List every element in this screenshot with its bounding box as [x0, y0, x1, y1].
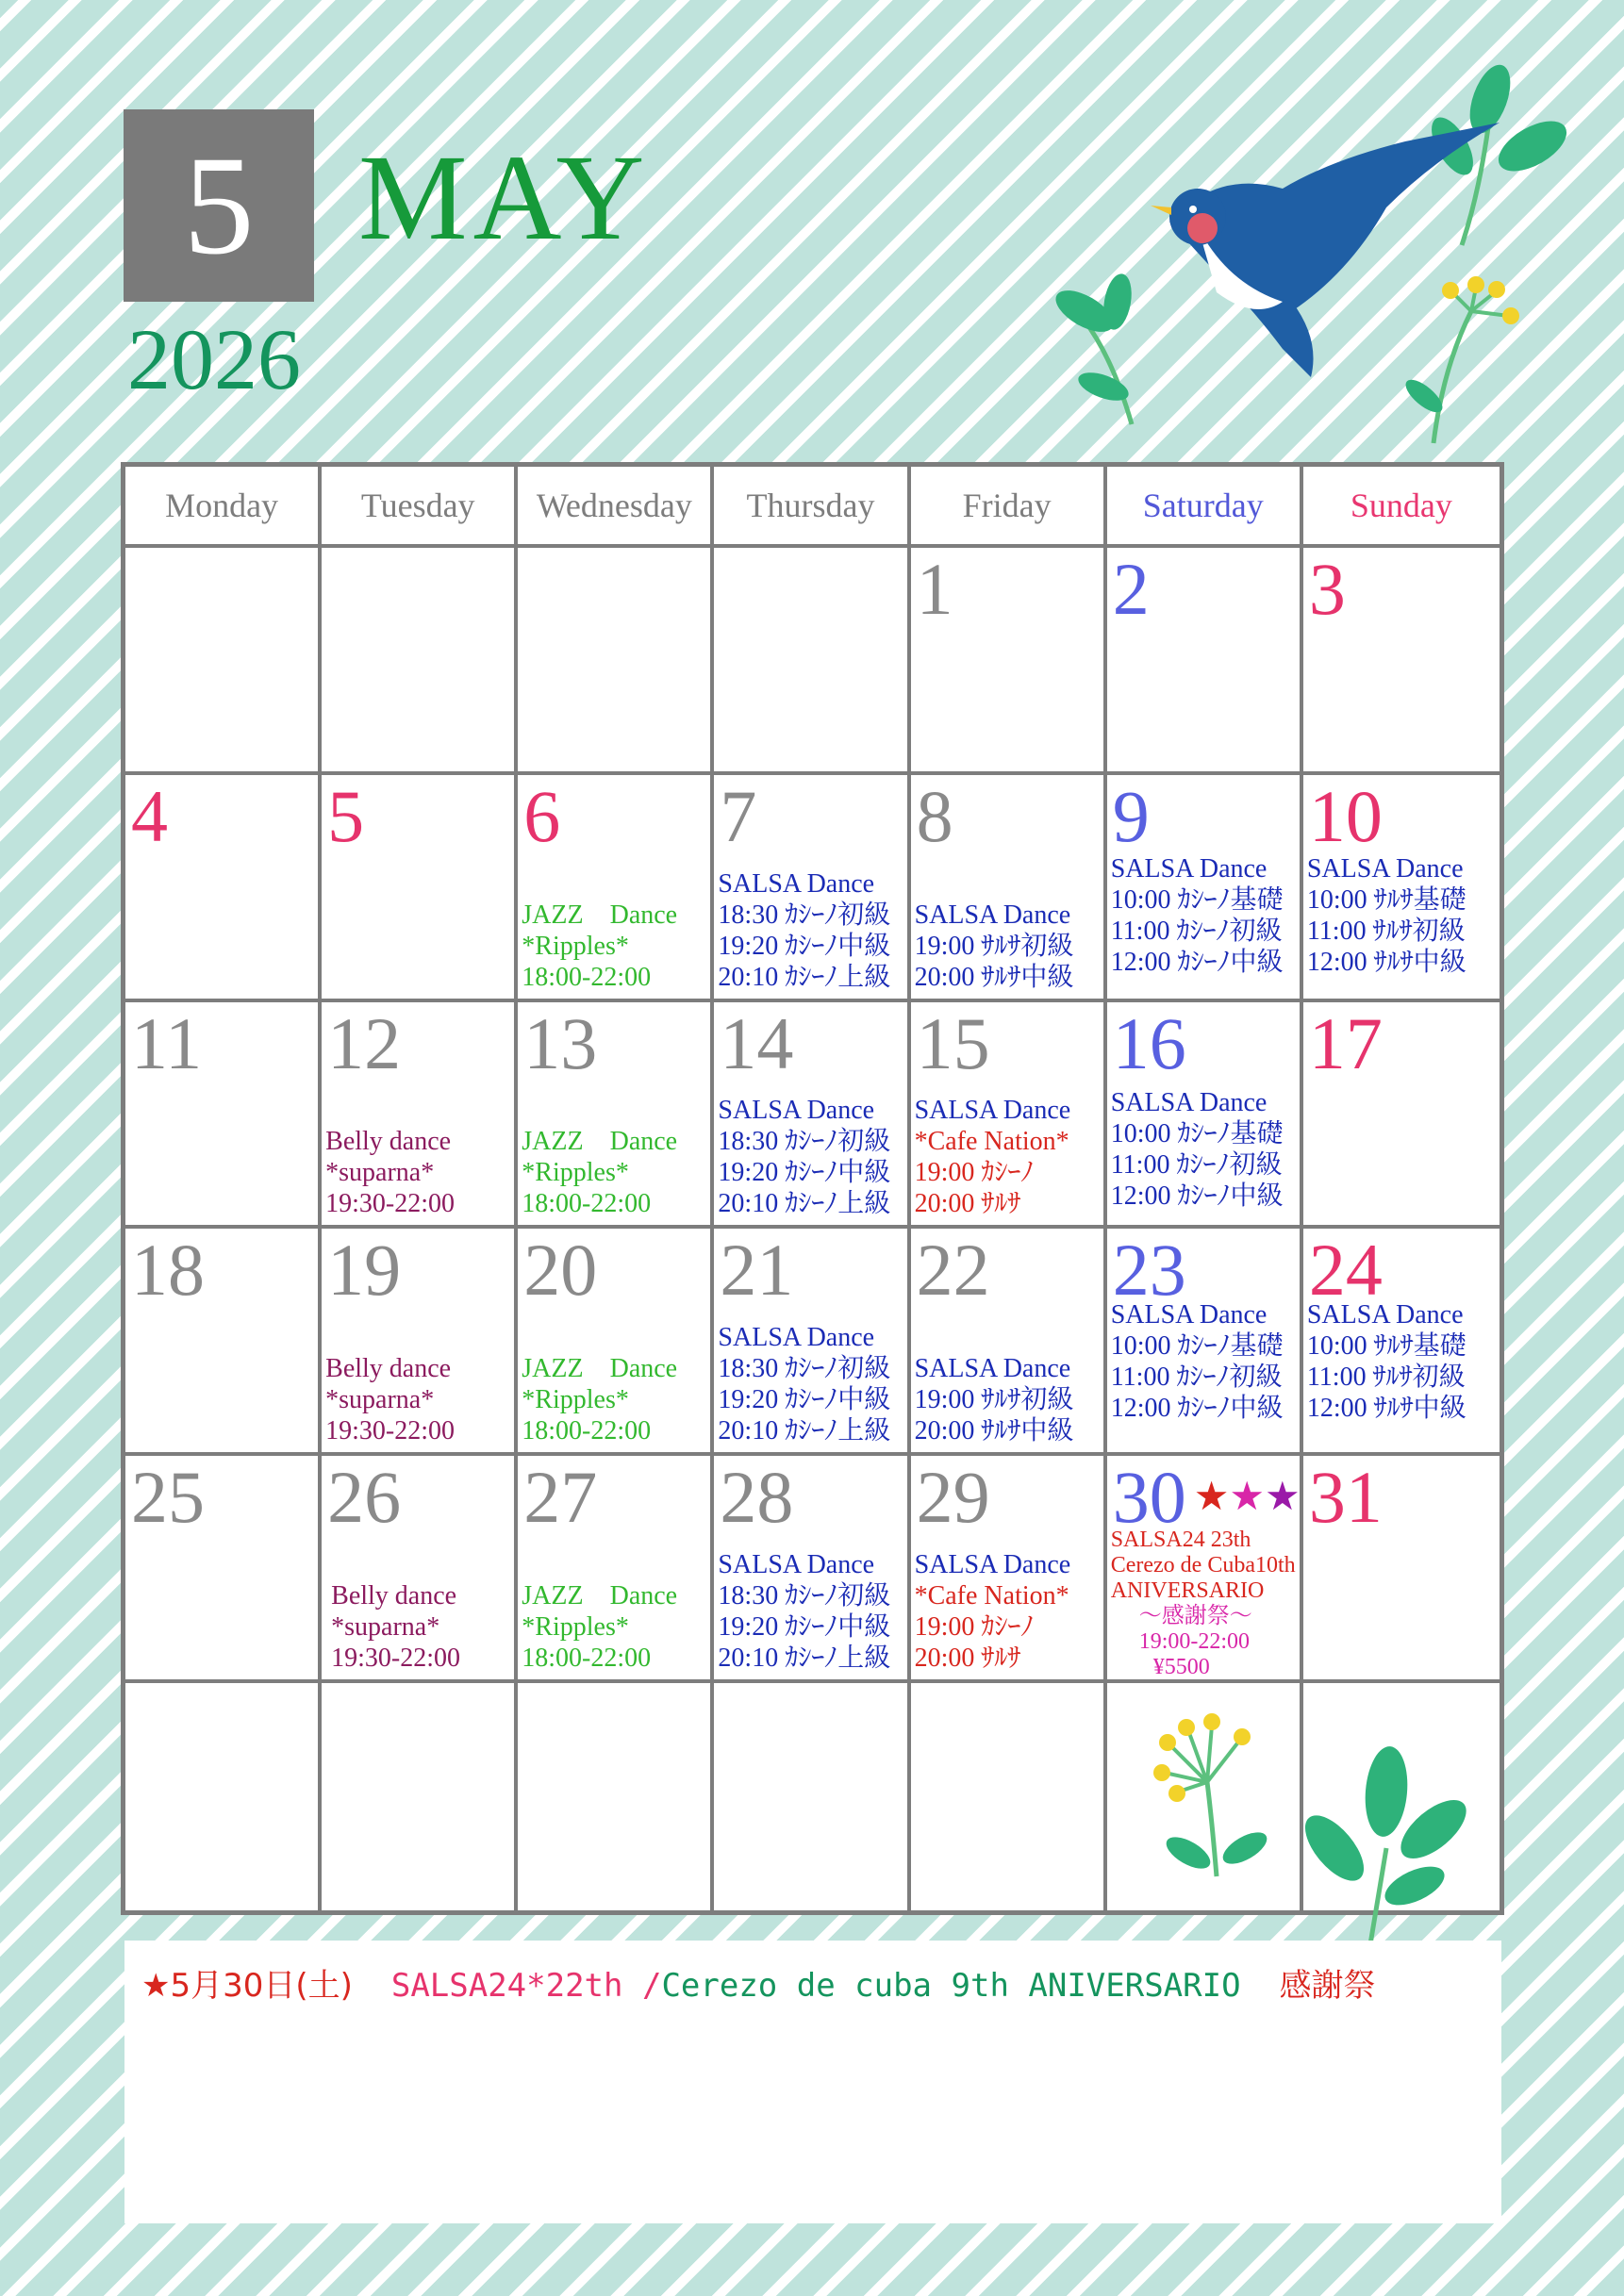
- day-number: 13: [523, 1001, 598, 1084]
- day-cell-empty: [125, 1683, 322, 1910]
- day-number: 7: [720, 774, 757, 857]
- day-number: 17: [1308, 1001, 1383, 1084]
- anniversary-stars: ★★★: [1193, 1476, 1301, 1520]
- event-salsa: SALSA Dance 10:00 ｶｼｰﾉ基礎 11:00 ｶｼｰﾉ初級 12:00 ｶｼｰﾉ中級: [1110, 853, 1284, 977]
- day-cell-17: [1303, 1002, 1500, 1230]
- day-number: 15: [916, 1001, 990, 1084]
- event-salsa: SALSA Dance 10:00 ｻﾙｻ基礎 11:00 ｻﾙｻ初級 12:00 ｻﾙｻ中級: [1306, 1300, 1467, 1424]
- event-belly-dance: Belly dance *suparna* 19:30-22:00: [331, 1581, 461, 1674]
- day-cell-10: [1303, 775, 1500, 1002]
- event-salsa: SALSA Dance 10:00 ｶｼｰﾉ基礎 11:00 ｶｼｰﾉ初級 12:00 ｶｼｰﾉ中級: [1110, 1300, 1284, 1424]
- event-jazz: JAZZ Dance *Ripples* 18:00-22:00: [522, 900, 678, 992]
- weekday-wednesday: Wednesday: [518, 467, 714, 548]
- month-number-box: 5: [124, 109, 314, 302]
- day-cell-empty: [322, 548, 518, 775]
- day-cell-1: [911, 548, 1107, 775]
- day-cell-21: [714, 1229, 910, 1456]
- yellow-flower-sprig: [1153, 1713, 1272, 1876]
- event-salsa: SALSA Dance 18:30 ｶｼｰﾉ初級 19:20 ｶｼｰﾉ中級 20:10 ｶｼｰﾉ上級: [718, 1323, 891, 1446]
- notes-box: [124, 1941, 1501, 2223]
- event-salsa: SALSA Dance 18:30 ｶｼｰﾉ初級 19:20 ｶｼｰﾉ中級 20:10 ｶｼｰﾉ上級: [718, 1096, 891, 1219]
- yellow-flower-sprig: [1400, 276, 1519, 443]
- day-cell-11: [125, 1002, 322, 1230]
- weekday-tuesday: Tuesday: [322, 467, 518, 548]
- day-cell-3: [1303, 548, 1500, 775]
- day-number: 18: [131, 1229, 205, 1312]
- flower-illustration: [1113, 1688, 1471, 1971]
- day-number: 11: [131, 1001, 203, 1084]
- day-cell-empty: [518, 1683, 714, 1910]
- day-cell-8: [911, 775, 1107, 1002]
- day-cell-18: [125, 1229, 322, 1456]
- anniversary-note: ★5月30日(土) SALSA24*22th /Cerezo de cuba 9th ANIVERSARIO 感謝祭: [141, 1967, 1376, 2005]
- day-number: 9: [1112, 774, 1150, 857]
- day-cell-empty: [322, 1683, 518, 1910]
- leaf-sprig-bottom: [1295, 1744, 1471, 1961]
- day-number: 10: [1308, 774, 1383, 857]
- day-cell-empty: [714, 548, 910, 775]
- day-cell-20: [518, 1229, 714, 1456]
- day-cell-27: [518, 1456, 714, 1683]
- event-jazz: JAZZ Dance *Ripples* 18:00-22:00: [522, 1127, 678, 1219]
- day-cell-22: [911, 1229, 1107, 1456]
- event-salsa-cafe-nation: SALSA Dance *Cafe Nation* 19:00 ｶｼｰﾉ 20:00 ｻﾙｻ: [914, 1096, 1071, 1219]
- leaf-sprig-left: [1050, 272, 1135, 424]
- day-cell-empty: [714, 1683, 910, 1910]
- day-number: 25: [131, 1456, 205, 1539]
- day-number: 24: [1308, 1229, 1383, 1312]
- event-jazz: JAZZ Dance *Ripples* 18:00-22:00: [522, 1581, 678, 1674]
- day-cell-2: [1107, 548, 1303, 775]
- day-cell-24: [1303, 1229, 1500, 1456]
- event-anniversary: SALSA24 23th Cerezo de Cuba10th ANIVERSARIO ～感謝祭～ 19:00-22:00 ¥5500: [1110, 1528, 1296, 1680]
- weekday-sunday: Sunday: [1303, 467, 1500, 548]
- event-salsa: SALSA Dance 10:00 ｻﾙｻ基礎 11:00 ｻﾙｻ初級 12:00 ｻﾙｻ中級: [1306, 853, 1467, 977]
- day-cell-4: [125, 775, 322, 1002]
- day-number: 22: [916, 1229, 990, 1312]
- day-cell-empty: [911, 1683, 1107, 1910]
- day-cell-25: [125, 1456, 322, 1683]
- day-number: 27: [523, 1456, 598, 1539]
- day-cell-13: [518, 1002, 714, 1230]
- day-number: 31: [1308, 1456, 1383, 1539]
- day-number: 26: [327, 1456, 402, 1539]
- day-number: 4: [131, 774, 168, 857]
- day-cell-5: [322, 775, 518, 1002]
- event-salsa: SALSA Dance 19:00 ｻﾙｻ初級 20:00 ｻﾙｻ中級: [914, 1354, 1074, 1446]
- weekday-friday: Friday: [911, 467, 1107, 548]
- event-belly-dance: Belly dance *suparna* 19:30-22:00: [325, 1127, 456, 1219]
- day-cell-30: [1107, 1456, 1303, 1683]
- day-cell-6: [518, 775, 714, 1002]
- event-salsa-cafe-nation: SALSA Dance *Cafe Nation* 19:00 ｶｼｰﾉ 20:00 ｻﾙｻ: [914, 1550, 1071, 1674]
- day-cell-7: [714, 775, 910, 1002]
- day-cell-14: [714, 1002, 910, 1230]
- day-cell-19: [322, 1229, 518, 1456]
- day-number: 8: [916, 774, 953, 857]
- day-cell-28: [714, 1456, 910, 1683]
- event-belly-dance: Belly dance *suparna* 19:30-22:00: [325, 1354, 456, 1446]
- event-salsa: SALSA Dance 18:30 ｶｼｰﾉ初級 19:20 ｶｼｰﾉ中級 20:10 ｶｼｰﾉ上級: [718, 868, 891, 992]
- year: 2026: [127, 311, 301, 407]
- day-number: 19: [327, 1229, 402, 1312]
- day-cell-26: [322, 1456, 518, 1683]
- day-cell-16: [1107, 1002, 1303, 1230]
- event-salsa: SALSA Dance 19:00 ｻﾙｻ初級 20:00 ｻﾙｻ中級: [914, 900, 1074, 992]
- weekday-thursday: Thursday: [714, 467, 910, 548]
- day-number: 2: [1112, 548, 1150, 630]
- day-number: 21: [720, 1229, 794, 1312]
- day-cell-empty: [125, 548, 322, 775]
- day-cell-9: [1107, 775, 1303, 1002]
- day-cell-empty: [518, 548, 714, 775]
- day-number: 14: [720, 1001, 794, 1084]
- day-number: 3: [1308, 548, 1346, 630]
- day-cell-23: [1107, 1229, 1303, 1456]
- swallow-illustration: [1009, 57, 1575, 453]
- event-jazz: JAZZ Dance *Ripples* 18:00-22:00: [522, 1354, 678, 1446]
- day-number: 5: [327, 774, 365, 857]
- day-cell-12: [322, 1002, 518, 1230]
- day-number: 20: [523, 1229, 598, 1312]
- event-salsa: SALSA Dance 18:30 ｶｼｰﾉ初級 19:20 ｶｼｰﾉ中級 20:10 ｶｼｰﾉ上級: [718, 1550, 891, 1674]
- month-name: MAY: [358, 130, 651, 266]
- weekday-saturday: Saturday: [1107, 467, 1303, 548]
- day-number: 6: [523, 774, 561, 857]
- day-cell-31: [1303, 1456, 1500, 1683]
- day-number: 23: [1112, 1229, 1186, 1312]
- day-number: 12: [327, 1001, 402, 1084]
- day-number: 1: [916, 548, 953, 630]
- day-number: 30: [1112, 1456, 1186, 1539]
- day-number: 29: [916, 1456, 990, 1539]
- day-number: 28: [720, 1456, 794, 1539]
- event-salsa: SALSA Dance 10:00 ｶｼｰﾉ基礎 11:00 ｶｼｰﾉ初級 12:00 ｶｼｰﾉ中級: [1110, 1088, 1284, 1212]
- day-number: 16: [1112, 1001, 1186, 1084]
- day-cell-15: [911, 1002, 1107, 1230]
- weekday-monday: Monday: [125, 467, 322, 548]
- day-cell-29: [911, 1456, 1107, 1683]
